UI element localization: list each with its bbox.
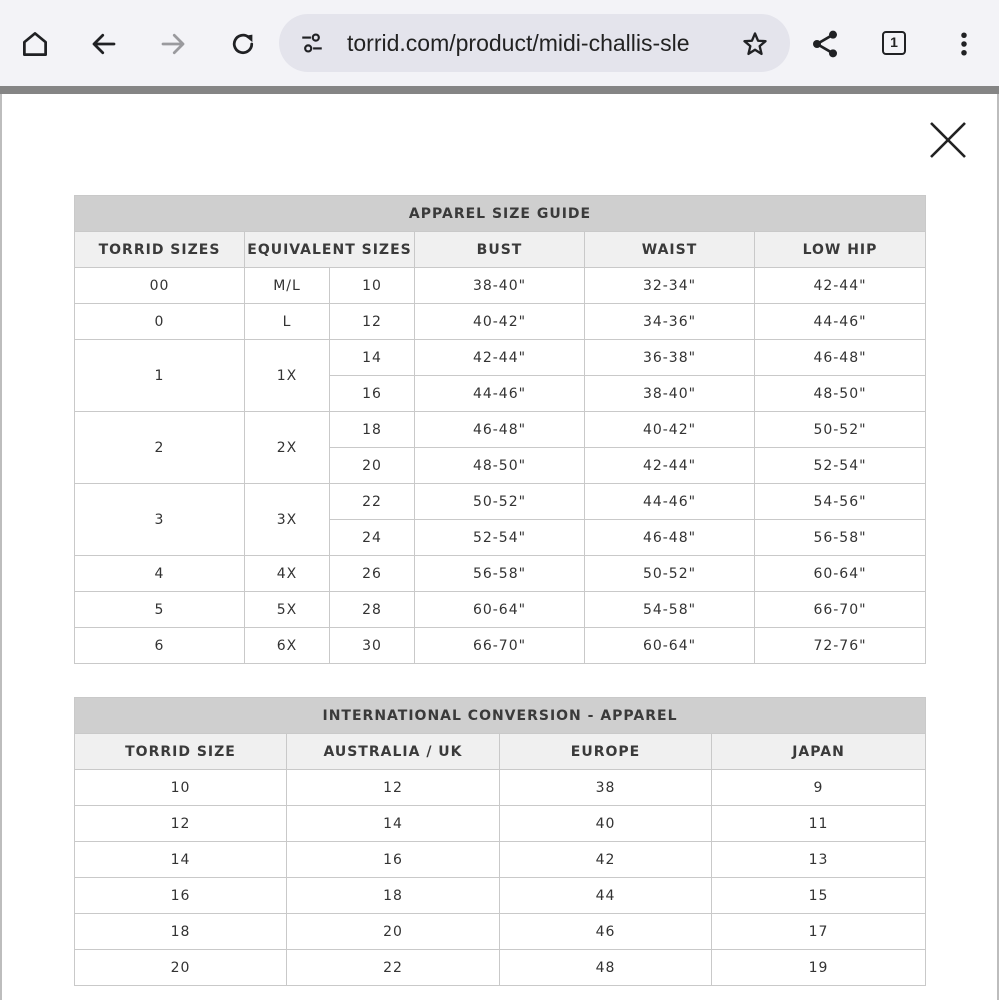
conversion-header: EUROPE xyxy=(500,734,712,770)
conversion-cell: 40 xyxy=(500,806,712,842)
letter-size-cell: 1X xyxy=(245,340,330,412)
numeric-size-cell: 26 xyxy=(330,556,415,592)
letter-size-cell: M/L xyxy=(245,268,330,304)
browser-toolbar xyxy=(0,0,999,86)
torrid-size-cell: 2 xyxy=(75,412,245,484)
conversion-title: INTERNATIONAL CONVERSION - APPAREL xyxy=(75,698,926,734)
table-row xyxy=(75,340,926,376)
table-row xyxy=(75,592,926,628)
table-row xyxy=(75,950,926,986)
apparel-size-guide-table xyxy=(74,195,926,664)
letter-size-cell: 6X xyxy=(245,628,330,664)
home-icon xyxy=(20,29,50,59)
numeric-size-cell: 24 xyxy=(330,520,415,556)
conversion-header: AUSTRALIA / UK xyxy=(287,734,500,770)
bust-cell: 48-50" xyxy=(415,448,585,484)
conversion-cell: 16 xyxy=(287,842,500,878)
conversion-cell: 20 xyxy=(287,914,500,950)
bust-cell: 66-70" xyxy=(415,628,585,664)
more-menu-button[interactable] xyxy=(942,22,986,66)
waist-cell: 42-44" xyxy=(585,448,755,484)
numeric-size-cell: 16 xyxy=(330,376,415,412)
conversion-cell: 12 xyxy=(287,770,500,806)
more-vert-icon xyxy=(949,29,979,59)
table-row xyxy=(75,914,926,950)
letter-size-cell: 3X xyxy=(245,484,330,556)
low-hip-cell: 50-52" xyxy=(755,412,926,448)
conversion-cell: 48 xyxy=(500,950,712,986)
torrid-size-cell: 00 xyxy=(75,268,245,304)
waist-cell: 32-34" xyxy=(585,268,755,304)
close-icon xyxy=(926,118,970,162)
conversion-cell: 22 xyxy=(287,950,500,986)
waist-cell: 60-64" xyxy=(585,628,755,664)
conversion-cell: 17 xyxy=(712,914,926,950)
waist-cell: 44-46" xyxy=(585,484,755,520)
reload-button[interactable] xyxy=(221,22,265,66)
low-hip-cell: 72-76" xyxy=(755,628,926,664)
conversion-cell: 16 xyxy=(75,878,287,914)
conversion-cell: 19 xyxy=(712,950,926,986)
table-row xyxy=(75,878,926,914)
share-button[interactable] xyxy=(803,22,847,66)
numeric-size-cell: 10 xyxy=(330,268,415,304)
conversion-cell: 18 xyxy=(75,914,287,950)
waist-cell: 46-48" xyxy=(585,520,755,556)
letter-size-cell: L xyxy=(245,304,330,340)
waist-cell: 40-42" xyxy=(585,412,755,448)
tab-switcher-icon[interactable]: 1 xyxy=(882,31,906,55)
url-text[interactable]: torrid.com/product/midi-challis-sle xyxy=(347,30,690,56)
conversion-cell: 20 xyxy=(75,950,287,986)
conversion-cell: 46 xyxy=(500,914,712,950)
size-guide-title: APPAREL SIZE GUIDE xyxy=(75,196,926,232)
conversion-cell: 9 xyxy=(712,770,926,806)
bust-cell: 42-44" xyxy=(415,340,585,376)
conversion-cell: 38 xyxy=(500,770,712,806)
numeric-size-cell: 18 xyxy=(330,412,415,448)
low-hip-cell: 52-54" xyxy=(755,448,926,484)
table-row xyxy=(75,770,926,806)
forward-arrow-icon xyxy=(158,29,188,59)
table-row xyxy=(75,842,926,878)
table-row xyxy=(75,628,926,664)
international-conversion-table xyxy=(74,697,926,986)
conversion-cell: 14 xyxy=(75,842,287,878)
conversion-header: JAPAN xyxy=(712,734,926,770)
low-hip-cell: 56-58" xyxy=(755,520,926,556)
back-button[interactable] xyxy=(82,22,126,66)
low-hip-cell: 66-70" xyxy=(755,592,926,628)
header-waist: WAIST xyxy=(585,232,755,268)
header-bust: BUST xyxy=(415,232,585,268)
conversion-cell: 44 xyxy=(500,878,712,914)
numeric-size-cell: 30 xyxy=(330,628,415,664)
conversion-cell: 11 xyxy=(712,806,926,842)
bust-cell: 56-58" xyxy=(415,556,585,592)
close-button[interactable] xyxy=(926,118,970,162)
bust-cell: 40-42" xyxy=(415,304,585,340)
torrid-size-cell: 3 xyxy=(75,484,245,556)
header-low-hip: LOW HIP xyxy=(755,232,926,268)
table-row xyxy=(75,556,926,592)
letter-size-cell: 4X xyxy=(245,556,330,592)
address-bar[interactable] xyxy=(279,14,790,72)
low-hip-cell: 44-46" xyxy=(755,304,926,340)
conversion-cell: 15 xyxy=(712,878,926,914)
conversion-header: TORRID SIZE xyxy=(75,734,287,770)
bookmark-star-icon[interactable] xyxy=(741,30,769,58)
table-row xyxy=(75,806,926,842)
conversion-cell: 13 xyxy=(712,842,926,878)
back-arrow-icon xyxy=(89,29,119,59)
letter-size-cell: 5X xyxy=(245,592,330,628)
table-row xyxy=(75,268,926,304)
low-hip-cell: 42-44" xyxy=(755,268,926,304)
header-torrid-sizes: TORRID SIZES xyxy=(75,232,245,268)
torrid-size-cell: 5 xyxy=(75,592,245,628)
numeric-size-cell: 20 xyxy=(330,448,415,484)
waist-cell: 36-38" xyxy=(585,340,755,376)
waist-cell: 34-36" xyxy=(585,304,755,340)
site-settings-icon xyxy=(299,30,325,56)
conversion-cell: 10 xyxy=(75,770,287,806)
low-hip-cell: 48-50" xyxy=(755,376,926,412)
numeric-size-cell: 28 xyxy=(330,592,415,628)
letter-size-cell: 2X xyxy=(245,412,330,484)
table-row xyxy=(75,412,926,448)
torrid-size-cell: 1 xyxy=(75,340,245,412)
numeric-size-cell: 14 xyxy=(330,340,415,376)
toolbar-divider xyxy=(0,86,999,94)
table-row xyxy=(75,484,926,520)
bust-cell: 38-40" xyxy=(415,268,585,304)
home-button[interactable] xyxy=(13,22,57,66)
table-row xyxy=(75,304,926,340)
header-equivalent-sizes: EQUIVALENT SIZES xyxy=(245,232,415,268)
waist-cell: 50-52" xyxy=(585,556,755,592)
reload-icon xyxy=(228,29,258,59)
torrid-size-cell: 6 xyxy=(75,628,245,664)
bust-cell: 52-54" xyxy=(415,520,585,556)
low-hip-cell: 46-48" xyxy=(755,340,926,376)
numeric-size-cell: 22 xyxy=(330,484,415,520)
bust-cell: 50-52" xyxy=(415,484,585,520)
bust-cell: 60-64" xyxy=(415,592,585,628)
low-hip-cell: 60-64" xyxy=(755,556,926,592)
waist-cell: 38-40" xyxy=(585,376,755,412)
bust-cell: 44-46" xyxy=(415,376,585,412)
numeric-size-cell: 12 xyxy=(330,304,415,340)
share-icon xyxy=(809,28,841,60)
low-hip-cell: 54-56" xyxy=(755,484,926,520)
conversion-cell: 12 xyxy=(75,806,287,842)
bust-cell: 46-48" xyxy=(415,412,585,448)
waist-cell: 54-58" xyxy=(585,592,755,628)
conversion-cell: 42 xyxy=(500,842,712,878)
conversion-cell: 18 xyxy=(287,878,500,914)
torrid-size-cell: 4 xyxy=(75,556,245,592)
forward-button[interactable] xyxy=(151,22,195,66)
conversion-cell: 14 xyxy=(287,806,500,842)
torrid-size-cell: 0 xyxy=(75,304,245,340)
